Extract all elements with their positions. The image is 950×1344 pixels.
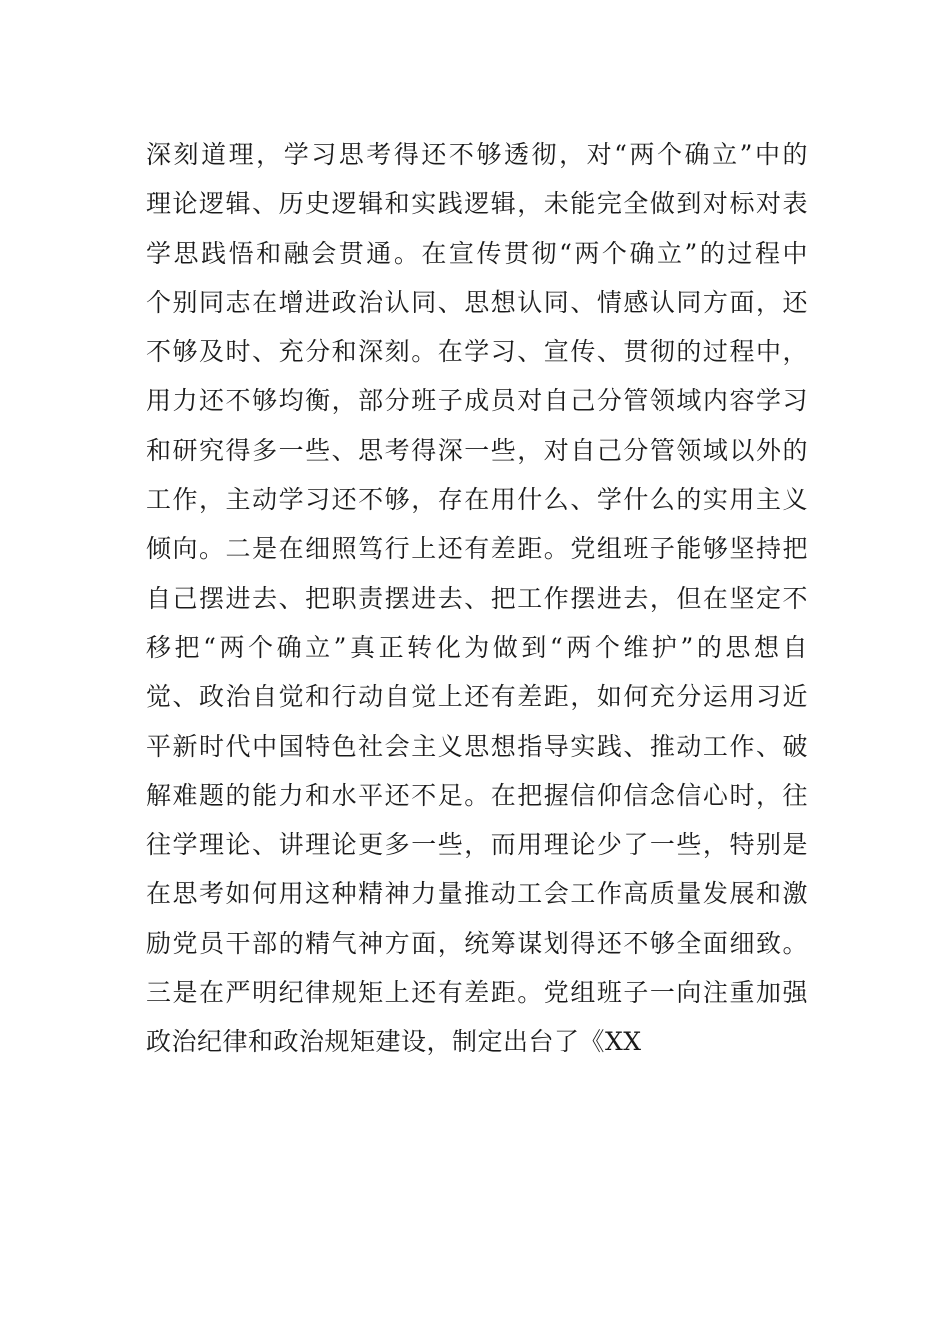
body-paragraph — [146, 130, 808, 1067]
text-line: 励党员干部的精气神方面，统筹谋划得还不够全面细致。 — [146, 928, 808, 958]
text-line: 个别同志在增进政治认同、思想认同、情感认同方面，还 — [146, 287, 808, 317]
text-line: 和研究得多一些、思考得深一些，对自己分管领域以外的 — [146, 435, 808, 465]
text-line: 政治纪律和政治规矩建设，制定出台了《XX — [146, 1027, 642, 1057]
text-line: 不够及时、充分和深刻。在学习、宣传、贯彻的过程中， — [146, 337, 808, 367]
text-line: 理论逻辑、历史逻辑和实践逻辑，未能完全做到对标对表 — [146, 189, 808, 219]
text-line: 三是在严明纪律规矩上还有差距。党组班子一向注重加强 — [146, 978, 808, 1008]
text-line: 在思考如何用这种精神力量推动工会工作高质量发展和激 — [146, 879, 808, 909]
text-line: 觉、政治自觉和行动自觉上还有差距，如何充分运用习近 — [146, 682, 808, 712]
text-line: 工作，主动学习还不够，存在用什么、学什么的实用主义 — [146, 485, 808, 515]
text-line: 深刻道理，学习思考得还不够透彻，对“两个确立”中的 — [146, 140, 808, 169]
text-line: 平新时代中国特色社会主义思想指导实践、推动工作、破 — [146, 731, 808, 761]
text-line: 解难题的能力和水平还不足。在把握信仰信念信心时，往 — [146, 780, 808, 810]
text-line: 自己摆进去、把职责摆进去、把工作摆进去，但在坚定不 — [146, 583, 808, 613]
text-line: 往学理论、讲理论更多一些，而用理论少了一些，特别是 — [146, 830, 808, 860]
text-line: 移把“两个确立”真正转化为做到“两个维护”的思想自 — [146, 632, 808, 662]
text-line: 学思践悟和融会贯通。在宣传贯彻“两个确立”的过程中 — [146, 238, 808, 268]
text-line: 用力还不够均衡，部分班子成员对自己分管领域内容学习 — [146, 386, 808, 416]
text-line: 倾向。二是在细照笃行上还有差距。党组班子能够坚持把 — [146, 534, 808, 564]
